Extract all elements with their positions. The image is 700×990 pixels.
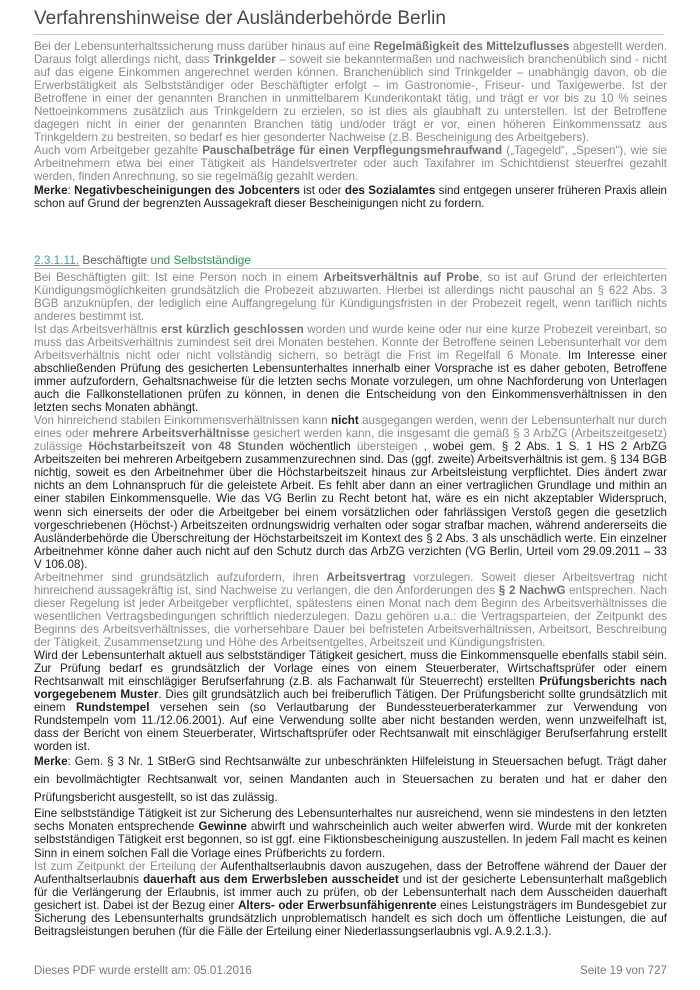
merke-note-stberg: Merke: Gem. § 3 Nr. 1 StBerG sind Rechtsanwälte zur unbeschränkten Hilfeleistung in Steuersachen befugt. Trägt daher ein bevollmächtigter Rechtsanwalt vor, seinen Mandanten auch in Steuersachen zu beraten und hat er daher den Prüfungsbericht ausgestellt, so ist das zulässig. [34,755,667,805]
document-body [34,40,667,938]
page-title: Verfahrenshinweise der Ausländerbehörde Berlin [34,8,664,35]
paragraph-pauschalbetraege: Auch vom Arbeitgeber gezahlte Pauschalbeträge für einen Verpflegungsmehraufwand („Tagegeld“, „Spesen“), wie sie Arbeitnehmern etwa bei einer Tätigkeit als Handelsvertreter oder auch Taxifahrer im Schichtdienst steuerfrei gezahlt werden, finden Anrechnung, so sie regelmäßig gezahlt werden. [34,144,668,184]
paragraph-arbeitsvertrag: Arbeitnehmer sind grundsätzlich aufzufordern, ihren Arbeitsvertrag vorzulegen. Soweit dieser Arbeitsvertrag nicht hinreichend aussagekräftig ist, sind Nachweise zu verlangen, die den Anforderungen des § 2 NachwG entsprechen. Nach dieser Regelung ist jeder Arbeitgeber verpflichtet, spätestens einen Monat nach dem Beginn des Arbeitsverhältnisses die wesentlichen Vertragsbedingungen schriftlich niederzulegen. Dazu gehören u.a.: die Vertragsparteien, der Zeitpunkt des Beginns des Arbeitsverhältnisses, die vorhersehbare Dauer bei befristeten Arbeitsverhältnissen, Arbeitsort, Beschreibung der Tätigkeit, Zusammensetzung und Höhe des Arbeitsentgeltes, Arbeitszeit und Kündigungsfristen. [34,570,667,649]
paragraph-selbststaendige-taetigkeit: Wird der Lebensunterhalt aktuell aus selbstständiger Tätigkeit gesichert, muss die Einkommensquelle ebenfalls stabil sein. Zur Prüfung bedarf es grundsätzlich der Vorlage eines von einem Steuerberater, Wirtschaftsprüfer oder einem Rechtsanwalt mit einschlägiger Berufserfahrung (z.B. als Fachanwalt für Steuerrecht) erstellten Prüfungsberichts nach vorgegebenem Muster. Dies gilt grundsätzlich auch bei freiberuflich Tätigen. Der Prüfungsbericht sollte grundsätzlich mit einem Rundstempel versehen sein (so Verlautbarung der Bundessteuerberaterkammer zur Verwendung von Rundstempeln vom 11./12.06.2001). Auf eine Verwendung sollte aber nicht bestanden werden, wenn unzweifelhaft ist, dass der Bericht von einem Steuerberater, Wirtschaftsprüfer oder Rechtsanwalt mit einschlägiger Berufserfahrung erstellt worden ist. [34,649,668,754]
creation-date: Dieses PDF wurde erstellt am: 05.01.2016 [34,964,252,977]
paragraph-kuerzlich-geschlossen: Ist das Arbeitsverhältnis erst kürzlich geschlossen worden und wurde keine oder nur eine kurze Probezeit vereinbart, so muss das Arbeitsverhältnis zumindest seit drei Monaten bestehen. Konnte der Betroffene seinen Lebensunterhalt vor dem Arbeitsverhältnis nicht oder nicht vollständig sichern, so beträgt die Frist im Regelfall 6 Monate. Im Interesse einer abschließenden Prüfung des gesicherten Lebensunterhaltes innerhalb einer Vorsprache ist es daher geboten, Betroffene immer aufzufordern, Gehaltsnachweise für die letzten sechs Monate vorzulegen, um ohne Nachforderung von Unterlagen auch die Fallkonstellationen prüfen zu können, in denen die Entscheidung von den Einkommensverhältnissen in den letzten sechs Monaten abhängt. [34,322,668,415]
paragraph-hoechstarbeitszeit: Von hinreichend stabilen Einkommensverhältnissen kann nicht ausgegangen werden, wenn der Lebensunterhalt nur durch eines oder mehrere Arbeitsverhältnisse gesichert werden kann, die insgesamt die gemäß § 3 ArbZG (Arbeitszeitgesetz) zulässige Höchstarbeitszeit von 48 Stunden wöchentlich übersteigen , wobei gem. § 2 Abs. 1 S. 1 HS 2 ArbZG Arbeitszeiten bei mehreren Arbeitgebern zusammenzurechnen sind. Das (ggf. zweite) Arbeitsverhältnis ist gem. § 134 BGB nichtig, soweit es den Arbeitnehmer über die Höchstarbeitszeit hinaus zur Arbeitsleistung verpflichtet. Dies ändert zwar nichts an dem Lohnanspruch für die geleistete Arbeit. Es fehlt aber dann an einer vertraglichen Grundlage und mithin an einer stabilen Einkommensquelle. Wie das VG Berlin zu Recht betont hat, wäre es ein nicht akzeptabler Widerspruch, wenn sich einerseits der oder die Arbeitgeber bei einem vorsätzlichen oder fahrlässigen Verstoß gegen die gesetzlich vorgeschriebenen (Höchst-) Arbeitszeiten ordnungswidrig verhalten oder sogar strafbar machen, während andererseits die Ausländerbehörde die Überschreitung der Höchstarbeitszeit im Kontext des § 2 Abs. 3 als unschädlich werte. Ein einzelner Arbeitnehmer könne daher auch nicht auf den Schutz durch das ArbZG verzichten (VG Berlin, Urteil vom 29.09.2011 – 33 V 106.08). [34,414,667,571]
section-number-link[interactable]: 2.3.1.11. [34,252,80,267]
paragraph-gewinne: Eine selbstständige Tätigkeit ist zur Sicherung des Lebensunterhaltes nur ausreichend, wenn sie mindestens in den letzten sechs Monaten entsprechende Gewinne abwirft und wahrscheinlich auch weiter abwerfen wird. Wurde mit der konkreten selbstständigen Tätigkeit erst begonnen, so ist ggf. eine Fiktionsbescheinigung auszustellen. In jedem Fall macht es keinen Sinn in einem solchen Fall die Vorlage eines Prüfberichts zu fordern. [34,807,667,860]
page-number: Seite 19 von 727 [579,964,667,977]
paragraph-probezeit: Bei Beschäftigten gilt: Ist eine Person noch in einem Arbeitsverhältnis auf Probe, so ist auf Grund der erleichterten Kündigungsmöglichkeiten grundsätzlich die Probezeit abzuwarten. Hierbei ist allerdings nicht pauschal an § 622 Abs. 3 BGB anzuknüpfen, der lediglich eine Auffangregelung für Kündigungsfristen in der Probezeit regelt, wenn tariflich nichts anderes bestimmt ist. [34,270,667,323]
paragraph-erwerbsleben: Ist zum Zeitpunkt der Erteilung der Aufenthaltserlaubnis davon auszugehen, dass der Betroffene während der Dauer der Aufenthaltserlaubnis dauerhaft aus dem Erwerbsleben ausscheidet und ist der gesicherte Lebensunterhalt maßgeblich für die Verlängerung der Erlaubnis, ist immer auch zu prüfen, ob der Lebensunterhalt nach dem Ausscheiden dauerhaft gesichert ist. Dabei ist der Bezug einer Alters- oder Erwerbsunfähigenrente eines Leistungsträgers im Bundesgebiet zur Sicherung des Lebensunterhalts grundsätzlich unproblematisch handelt es sich doch um öffentliche Leistungen, die auf Beitragsleistungen beruhen (für die Fälle der Erteilung einer Niederlassungserlaubnis vgl. A.9.2.1.3.). [34,859,668,938]
section-heading: 2.3.1.11. Beschäftigte und Selbstständige [34,254,667,269]
paragraph-regelmaessigkeit: Bei der Lebensunterhaltssicherung muss darüber hinaus auf eine Regelmäßigkeit des Mittelzuflusses abgestellt werden. Daraus folgt allerdings nicht, dass Trinkgelder – soweit sie bekanntermaßen und nachweislich branchenüblich sind - nicht auf das eigene Einkommen angerechnet werden können. Branchenüblich sind Trinkgelder – unabhängig davon, ob die Erwerbstätigkeit als Selbstständiger oder Beschäftigter erfolgt – im Gastronomie-, Friseur- und Taxigewerbe. Ist der Betroffene in einer der genannten Branchen in unmittelbarem Kundenkontakt tätig, und trägt er vor bis zu 10 % seines Nettoeinkommens zusätzlich aus Trinkgeldern zu erzielen, so ist dies als glaubhaft zu unterstellen. Ist der Betroffene dagegen nicht in einer der genannten Branchen tätig und/oder trägt er vor, einen höheren Einkommenssatz aus Trinkgeldern zu bestreiten, so bedarf es hier gesonderter Nachweise (z.B. Bescheinigung des Arbeitgebers). [34,40,667,145]
merke-note-negativbescheinigungen: Merke: Negativbescheinigungen des Jobcenters ist oder des Sozialamtes sind entgegen unserer früheren Praxis allein schon auf Grund der begrenzten Aussagekraft dieser Bescheinigungen nicht zu fordern. [34,183,667,210]
